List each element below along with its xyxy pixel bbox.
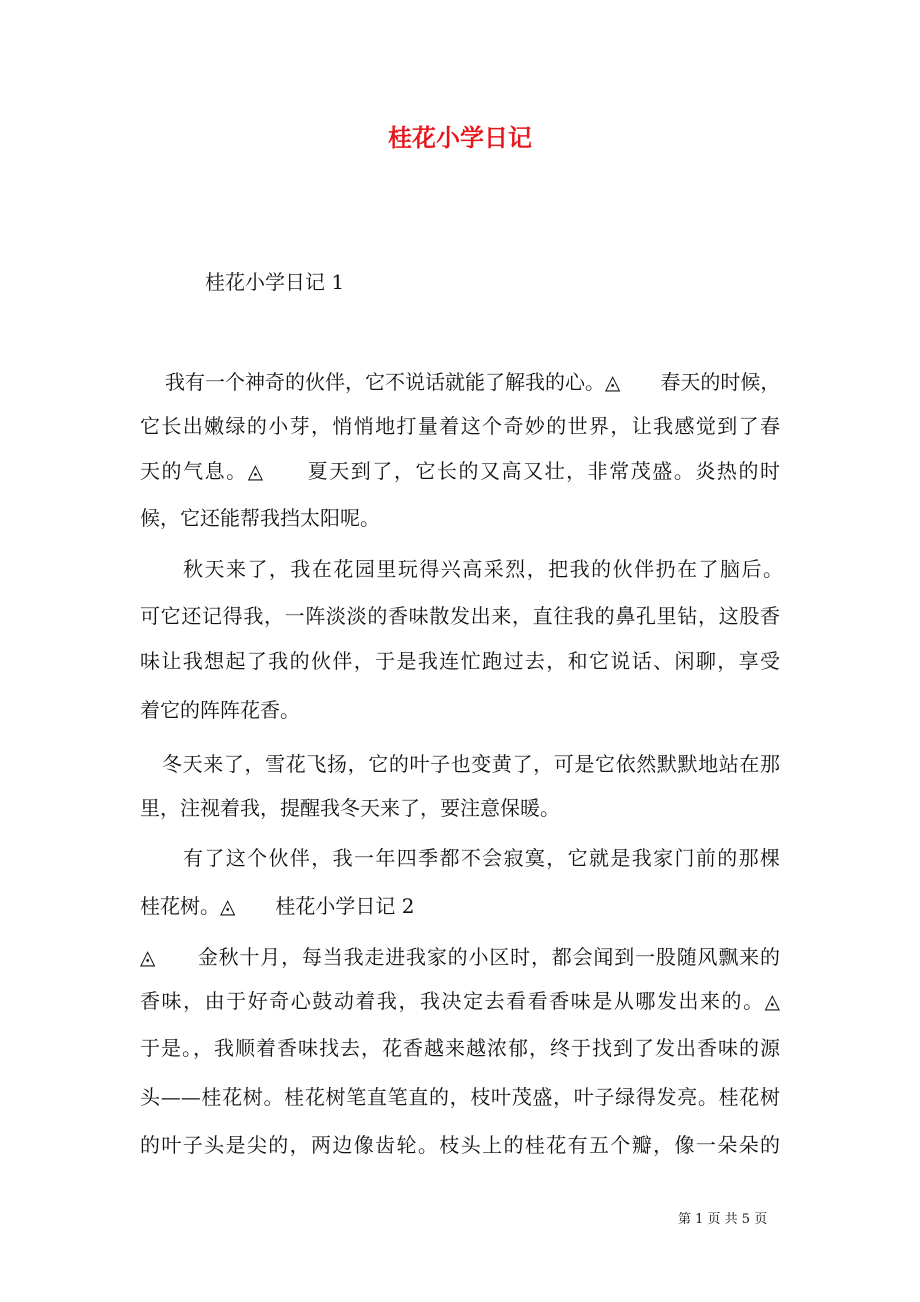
body-line: 头——桂花树。桂花树笔直笔直的，枝叶茂盛，叶子绿得发亮。桂花树	[140, 1085, 780, 1109]
body-line: 于是。，我顺着香味找去，花香越来越浓郁，终于找到了发出香味的源	[140, 1036, 780, 1060]
body-line: 桂花树。◬ 桂花小学日记 2	[140, 894, 415, 918]
body-line: 秋天来了，我在花园里玩得兴高采烈，把我的伙伴扔在了脑后。	[183, 557, 783, 581]
body-line: 我有一个神奇的伙伴，它不说话就能了解我的心。◬ 春天的时候，	[165, 370, 781, 394]
section-heading: 桂花小学日记 1	[205, 270, 345, 294]
body-line: 的叶子头是尖的，两边像齿轮。枝头上的桂花有五个瓣，像一朵朵的	[140, 1133, 780, 1157]
body-line: 着它的阵阵花香。	[140, 698, 300, 722]
body-line: 里，注视着我，提醒我冬天来了，要注意保暖。	[140, 796, 560, 820]
body-line: 可它还记得我，一阵淡淡的香味散发出来，直往我的鼻孔里钻，这股香	[140, 604, 780, 628]
body-line: 冬天来了，雪花飞扬，它的叶子也变黄了，可是它依然默默地站在那	[162, 752, 780, 776]
body-line: 候，它还能帮我挡太阳呢。	[140, 506, 380, 530]
body-line: 它长出嫩绿的小芽，悄悄地打量着这个奇妙的世界，让我感觉到了春	[140, 414, 780, 438]
body-line: 味让我想起了我的伙伴，于是我连忙跑过去，和它说话、闲聊，享受	[140, 649, 780, 673]
body-line: 香味，由于好奇心鼓动着我，我决定去看看香味是从哪发出来的。◬	[140, 989, 780, 1013]
body-line: 有了这个伙伴，我一年四季都不会寂寞，它就是我家门前的那棵	[183, 846, 780, 870]
body-line: 天的气息。◬ 夏天到了，它长的又高又壮，非常茂盛。炎热的时	[140, 459, 780, 483]
body-line: ◬ 金秋十月，每当我走进我家的小区时，都会闻到一股随风飘来的	[140, 945, 780, 969]
page-number-footer: 第 1 页 共 5 页	[678, 1212, 768, 1227]
document-title: 桂花小学日记	[388, 123, 532, 152]
